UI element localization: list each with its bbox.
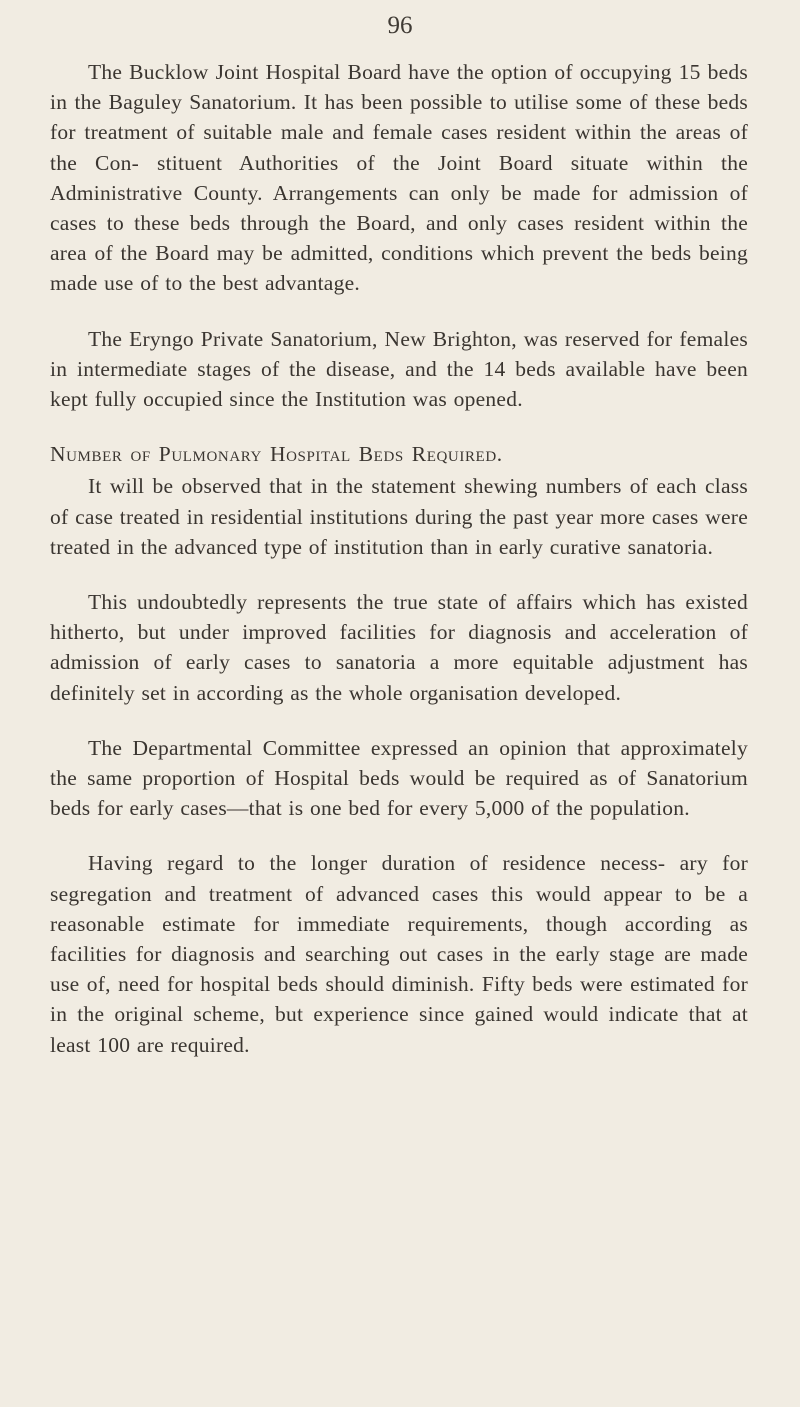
paragraph-statement-observed: It will be observed that in the statement shewing numbers of each class of case treated in residential institutions during the past year more cases were treated in the advanced type of institution than in early curative sanatoria. [50,474,748,559]
paragraph-bucklow-board: The Bucklow Joint Hospital Board have the option of occupying 15 beds in the Baguley Sanatorium. It has been possible to utilise some of these beds for treatment of suitable male and female cases resident within the areas of the Con- stituent Authorities of the Joint Board situate within the Administrative County. Arrangements can only be made for admission of cases to these beds through the Board, and only cases resident within the area of the Board may be admitted, conditions which prevent the beds being made use of to the best advantage. [50,60,748,296]
section-heading: Number of Pulmonary Hospital Beds Required. [50,442,503,467]
paragraph-eryngo-sanatorium: The Eryngo Private Sanatorium, New Brighton, was reserved for females in intermediate stages of the disease, and the 14 beds available have been kept fully occupied since the Institution was opened. [50,326,748,412]
paragraph-longer-duration: Having regard to the longer duration of residence necess- ary for segregation and treatment of advanced cases this would appear to be a reasonable estimate for immediate requirements, though according as facilities for diagnosis and searching out cases in the early stage are made use of, need for hospital beds should diminish. Fifty beds were estimated for in the original scheme, but experience since gained would indicate that at least 100 are required. [50,851,748,1057]
paragraph-departmental-committee: The Departmental Committee expressed an opinion that approximately the same proportion of Hospital beds would be required as of Sanatorium beds for early cases—that is one bed for every 5,000 of the population. [50,735,748,821]
page-number: 96 [387,12,413,39]
page-body [50,57,748,1085]
paragraph-true-state: This undoubtedly represents the true state of affairs which has existed hitherto, but under improved facilities for diagnosis and acceleration of admission of early cases to sanatoria a more equitable adjustment has definitely set in according as the whole organisation developed. [50,590,748,705]
